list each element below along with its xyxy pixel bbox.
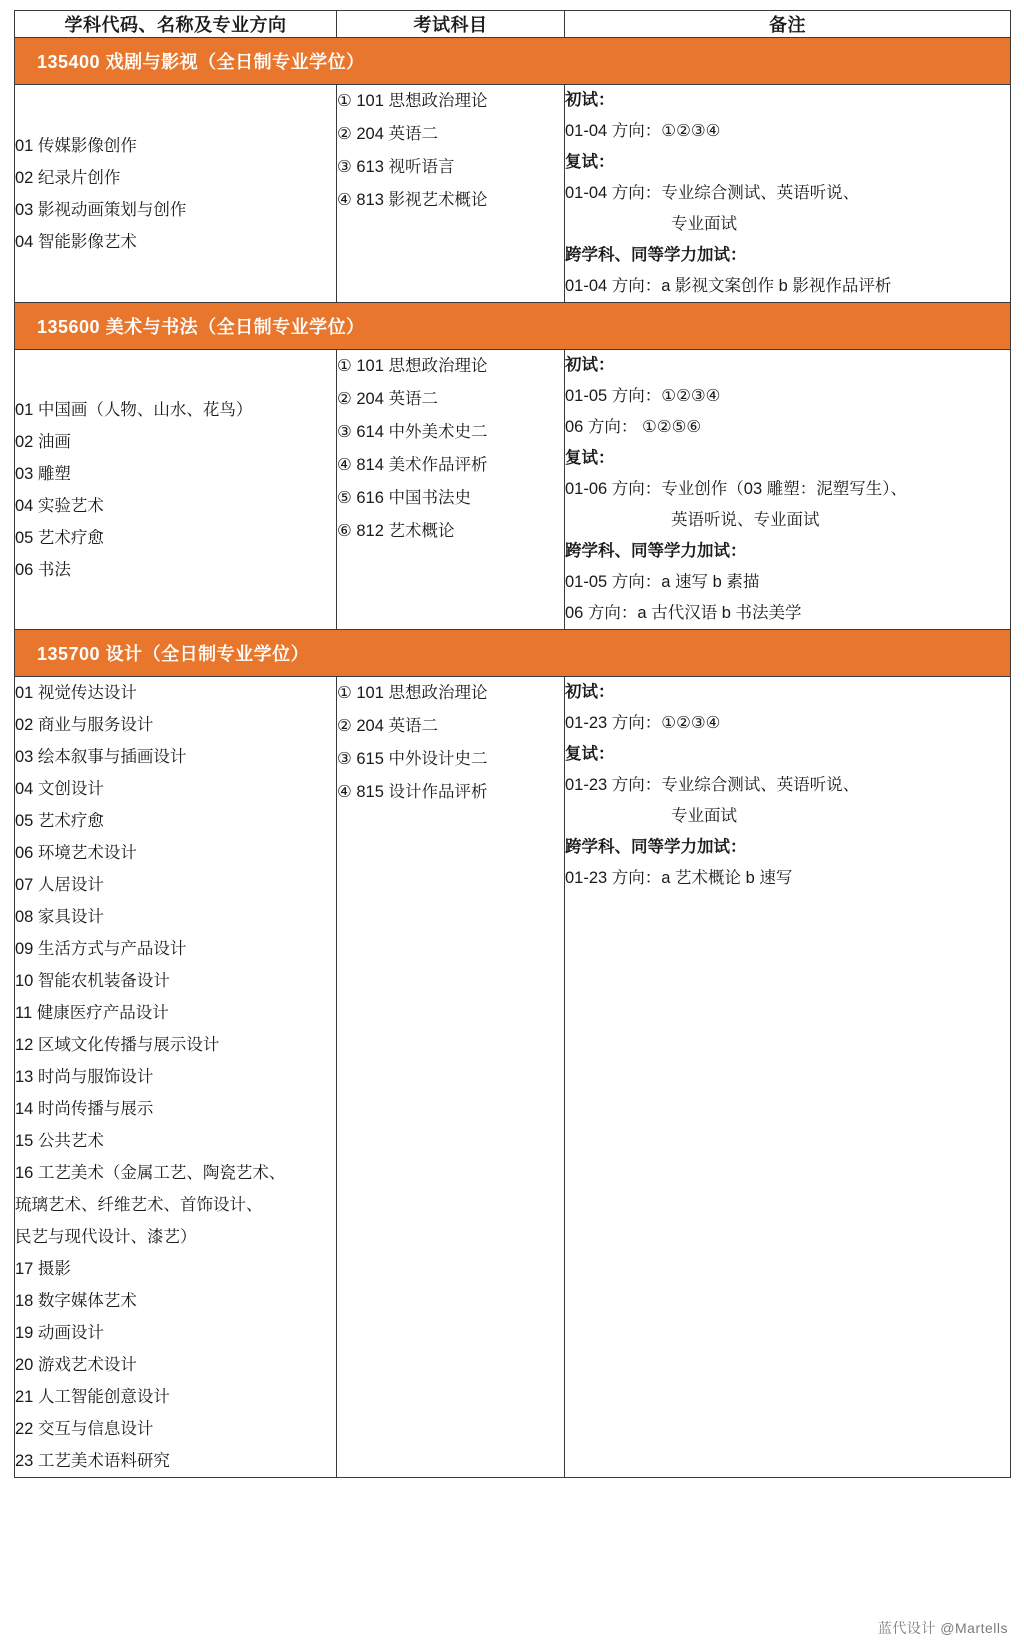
remark-line: 专业面试	[671, 807, 737, 825]
remark-line: 专业面试	[671, 215, 737, 233]
direction-item: 01 传媒影像创作	[15, 136, 137, 155]
direction-item: 21 人工智能创意设计	[15, 1388, 170, 1406]
direction-item: 18 数字媒体艺术	[15, 1292, 137, 1310]
direction-item: 06 书法	[15, 560, 71, 579]
group-title: 135400 戏剧与影视（全日制专业学位）	[15, 38, 1011, 85]
exam-subject-item: ④ 815 设计作品评析	[337, 783, 488, 801]
direction-item: 01 视觉传达设计	[15, 684, 137, 702]
remark-line: 01-23 方向：①②③④	[565, 714, 721, 732]
remark-line: 01-23 方向：a 艺术概论 b 速写	[565, 869, 793, 887]
remarks-cell	[565, 350, 1011, 630]
group-content-row	[15, 350, 1011, 630]
directions-cell	[15, 85, 337, 303]
direction-item: 08 家具设计	[15, 908, 104, 926]
exam-subject-item: ① 101 思想政治理论	[337, 92, 488, 110]
exam-subject-item: ① 101 思想政治理论	[337, 684, 488, 702]
group-header-row	[15, 303, 1011, 350]
table-body	[15, 38, 1011, 1478]
direction-item: 10 智能农机装备设计	[15, 972, 170, 990]
exam-subject-item: ② 204 英语二	[337, 390, 438, 408]
direction-item: 01 中国画（人物、山水、花鸟）	[15, 400, 253, 419]
direction-item: 05 艺术疗愈	[15, 528, 104, 547]
remark-line: 初试：	[565, 91, 615, 109]
exam-subject-item: ④ 814 美术作品评析	[337, 456, 488, 474]
direction-item: 15 公共艺术	[15, 1132, 104, 1150]
exam-subjects-cell	[337, 350, 565, 630]
remark-line: 初试：	[565, 683, 615, 701]
direction-item: 06 环境艺术设计	[15, 844, 137, 862]
remarks-cell	[565, 85, 1011, 303]
watermark: 蓝代设计 @Martells	[877, 1620, 1008, 1636]
table-header	[15, 11, 1011, 38]
exam-subject-item: ③ 613 视听语言	[337, 158, 455, 176]
exam-subject-item: ④ 813 影视艺术概论	[337, 191, 488, 209]
directions-cell	[15, 677, 337, 1478]
direction-item: 琉璃艺术、纤维艺术、首饰设计、	[15, 1196, 263, 1214]
exam-subject-item: ③ 614 中外美术史二	[337, 423, 488, 441]
column-header-exam-subjects: 考试科目	[337, 11, 565, 38]
direction-item: 03 雕塑	[15, 464, 71, 483]
remarks-cell	[565, 677, 1011, 1478]
group-content-row	[15, 85, 1011, 303]
direction-item: 23 工艺美术语料研究	[15, 1452, 170, 1470]
direction-item: 04 文创设计	[15, 780, 104, 798]
remark-line: 01-23 方向：专业综合测试、英语听说、	[565, 776, 860, 794]
exam-subject-item: ② 204 英语二	[337, 717, 438, 735]
direction-item: 02 纪录片创作	[15, 168, 121, 187]
direction-item: 04 智能影像艺术	[15, 232, 137, 251]
exam-subject-item: ① 101 思想政治理论	[337, 357, 488, 375]
remark-line: 01-05 方向：a 速写 b 素描	[565, 573, 760, 591]
remark-line: 01-04 方向：专业综合测试、英语听说、	[565, 184, 860, 202]
remark-line: 复试：	[565, 745, 615, 763]
group-header-row	[15, 630, 1011, 677]
group-title: 135600 美术与书法（全日制专业学位）	[15, 303, 1011, 350]
column-header-discipline: 学科代码、名称及专业方向	[15, 11, 337, 38]
group-title: 135700 设计（全日制专业学位）	[15, 630, 1011, 677]
program-catalog-table	[14, 10, 1011, 1478]
table-header-row	[15, 11, 1011, 38]
direction-item: 03 绘本叙事与插画设计	[15, 748, 187, 766]
exam-subjects-cell	[337, 85, 565, 303]
column-header-remarks: 备注	[565, 11, 1011, 38]
remark-line: 跨学科、同等学力加试：	[565, 542, 747, 560]
remark-line: 01-05 方向：①②③④	[565, 387, 721, 405]
exam-subject-item: ② 204 英语二	[337, 125, 438, 143]
remark-line: 复试：	[565, 153, 615, 171]
direction-item: 20 游戏艺术设计	[15, 1356, 137, 1374]
direction-item: 11 健康医疗产品设计	[15, 1004, 169, 1022]
direction-item: 05 艺术疗愈	[15, 812, 104, 830]
direction-item: 22 交互与信息设计	[15, 1420, 154, 1438]
remark-line: 初试：	[565, 356, 615, 374]
remark-line: 英语听说、专业面试	[671, 511, 820, 529]
exam-subject-item: ⑤ 616 中国书法史	[337, 489, 471, 507]
direction-item: 17 摄影	[15, 1260, 71, 1278]
direction-item: 16 工艺美术（金属工艺、陶瓷艺术、	[15, 1164, 286, 1182]
exam-subject-item: ⑥ 812 艺术概论	[337, 522, 455, 540]
direction-item: 02 商业与服务设计	[15, 716, 154, 734]
direction-item: 12 区域文化传播与展示设计	[15, 1036, 220, 1054]
remark-line: 复试：	[565, 449, 615, 467]
exam-subject-item: ③ 615 中外设计史二	[337, 750, 488, 768]
remark-line: 01-04 方向：①②③④	[565, 122, 721, 140]
remark-line: 跨学科、同等学力加试：	[565, 838, 747, 856]
direction-item: 04 实验艺术	[15, 496, 104, 515]
direction-item: 19 动画设计	[15, 1324, 104, 1342]
remark-line: 06 方向：a 古代汉语 b 书法美学	[565, 604, 802, 622]
remark-line: 01-04 方向：a 影视文案创作 b 影视作品评析	[565, 277, 892, 295]
direction-item: 03 影视动画策划与创作	[15, 200, 187, 219]
direction-item: 09 生活方式与产品设计	[15, 940, 187, 958]
exam-subjects-cell	[337, 677, 565, 1478]
remark-line: 01-06 方向：专业创作（03 雕塑：泥塑写生）、	[565, 480, 907, 498]
direction-item: 民艺与现代设计、漆艺）	[15, 1228, 197, 1246]
direction-item: 07 人居设计	[15, 876, 104, 894]
direction-item: 02 油画	[15, 432, 71, 451]
direction-item: 13 时尚与服饰设计	[15, 1068, 154, 1086]
remark-line: 06 方向： ①②⑤⑥	[565, 418, 702, 436]
remark-line: 跨学科、同等学力加试：	[565, 246, 747, 264]
group-header-row	[15, 38, 1011, 85]
group-content-row	[15, 677, 1011, 1478]
directions-cell	[15, 350, 337, 630]
direction-item: 14 时尚传播与展示	[15, 1100, 154, 1118]
